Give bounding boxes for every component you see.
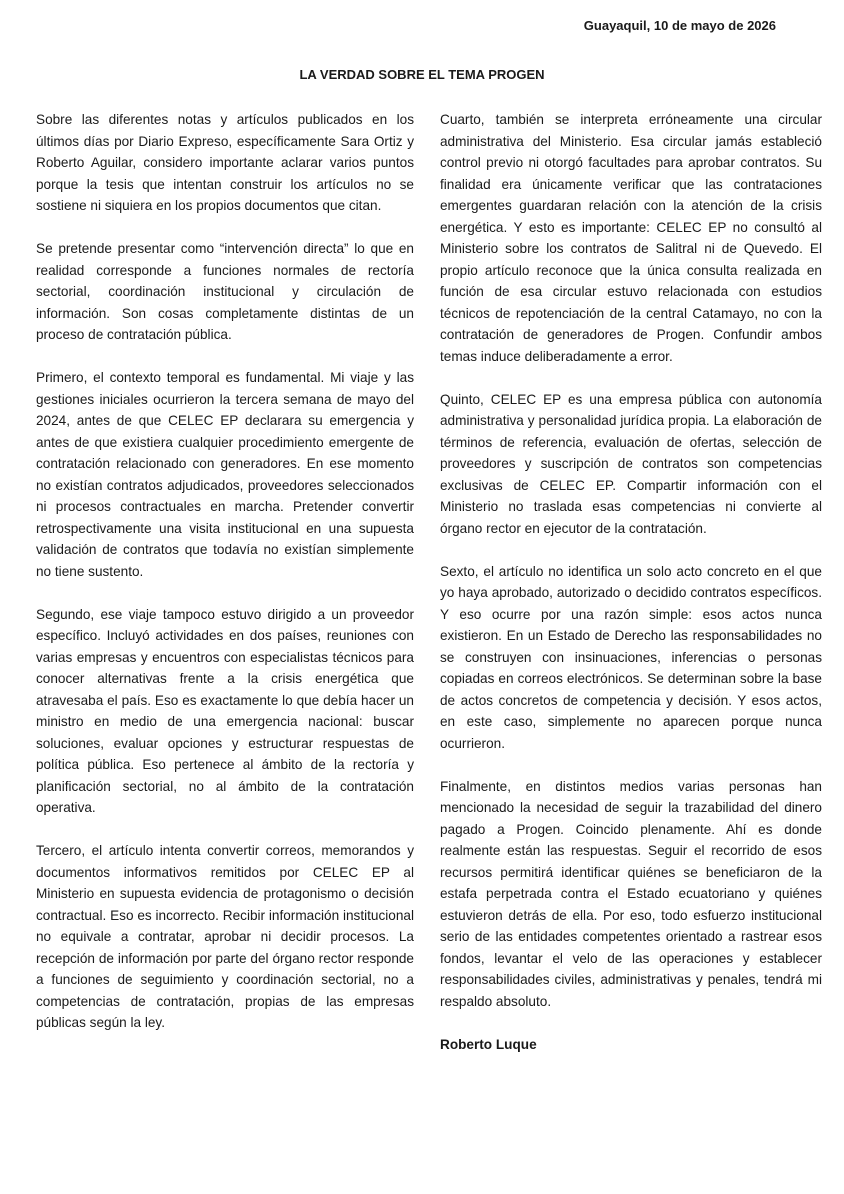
paragraph-finally: Finalmente, en distintos medios varias personas han mencionado la necesidad de seguir la trazabilidad del dinero pagado a Progen. Coincido plenamente. Ahí es donde realmente están las respuestas. Seguir el recorrido de esos recursos permitirá identificar quiénes se beneficiaron de la estafa perpetrada contra el Estado ecuatoriano y quiénes estuvieron detrás de ella. Por eso, todo esfuerzo institucional serio de las entidades competentes orientado a rastrear esos fondos, levantar el velo de las operaciones y establecer responsabilidades civiles, administrativas y penales, tendrá mi respaldo absoluto. <box>440 778 822 1009</box>
paragraph-second: Segundo, ese viaje tampoco estuvo dirigido a un proveedor específico. Incluyó actividades en dos países, reuniones con varias empresas y encuentros con especialistas técnicos para conocer alternativas frente a la crisis energética que atravesaba el país. Eso es exactamente lo que debía hacer un ministro en medio de una emergencia nacional: buscar soluciones, evaluar opciones y estructurar respuestas de política pública. Eso pertenece al ámbito de la rectoría y planificación sectorial, no al ámbito de la contratación operativa. <box>36 606 414 815</box>
signature: Roberto Luque <box>440 1036 537 1052</box>
paragraph-first: Primero, el contexto temporal es fundamental. Mi viaje y las gestiones iniciales ocurrieron la tercera semana de mayo del 2024, antes de que CELEC EP declarara su emergencia y antes de que existiera cualquier procedimiento emergente de contratación relacionado con generadores. En ese momento no existían contratos adjudicados, proveedores seleccionados ni procesos contractuales en marcha. Pretender convertir retrospectivamente una visita institucional en una supuesta validación de contratos que todavía no existían simplemente no tiene sustento. <box>36 370 414 579</box>
paragraph-fourth: Cuarto, también se interpreta erróneamente una circular administrativa del Ministerio. Esa circular jamás estableció control previo ni otorgó facultades para aprobar contratos. Su finalidad era únicamente verificar que las contrataciones emergentes guardaran relación con la atención de la crisis energética. Y esto es importante: CELEC EP no consultó al Ministerio sobre los contratos de Salitral ni de Quevedo. El propio artículo reconoce que la única consulta realizada en función de esa circular estuvo relacionada con estudios técnicos de repotenciación de la central Catamayo, no con la contratación de generadores de Progen. Confundir ambos temas induce deliberadamente a error. <box>440 112 822 364</box>
document-date: Guayaquil, 10 de mayo de 2026 <box>583 18 776 33</box>
paragraph-intro: Sobre las diferentes notas y artículos publicados en los últimos días por Diario Expreso, específicamente Sara Ortiz y Roberto Aguilar, considero importante aclarar varios puntos porque la tesis que intentan construir los artículos no se sostiene ni siquiera en los propios documentos que citan. <box>36 112 414 213</box>
document-title: LA VERDAD SOBRE EL TEMA PROGEN <box>299 67 545 82</box>
paragraph-fifth: Quinto, CELEC EP es una empresa pública con autonomía administrativa y personalidad jurídica propia. La elaboración de términos de referencia, evaluación de ofertas, selección de proveedores y suscripción de contratos son competencias exclusivas de CELEC EP. Compartir información con el Ministerio no traslada esas competencias ni convierte al órgano rector en ejecutor de la contratación. <box>440 391 822 536</box>
right-column <box>440 109 822 1055</box>
left-column <box>36 109 414 1055</box>
paragraph-intervention: Se pretende presentar como “intervención directa” lo que en realidad corresponde a funciones normales de rectoría sectorial, coordinación institucional y circulación de información. Son cosas completamente distintas de un proceso de contratación pública. <box>36 241 414 342</box>
paragraph-sixth: Sexto, el artículo no identifica un solo acto concreto en el que yo haya aprobado, autorizado o decidido contratos específicos. Y eso ocurre por una razón simple: esos actos nunca existieron. En un Estado de Derecho las responsabilidades no se construyen con insinuaciones, inferencias o personas copiadas en correos electrónicos. Se determinan sobre la base de actos concretos de competencia y decisión. Y esos actos, en este caso, simplemente no aparecen porque nunca ocurrieron. <box>440 563 822 751</box>
paragraph-third: Tercero, el artículo intenta convertir correos, memorandos y documentos informativos remitidos por CELEC EP al Ministerio en supuesta evidencia de protagonismo o decisión contractual. Eso es incorrecto. Recibir información institucional no equivale a contratar, aprobar ni decidir procesos. La recepción de información por parte del órgano rector responde a funciones de seguimiento y coordinación sectorial, no a competencias de contratación, propias de las empresas públicas según la ley. <box>36 843 414 1030</box>
